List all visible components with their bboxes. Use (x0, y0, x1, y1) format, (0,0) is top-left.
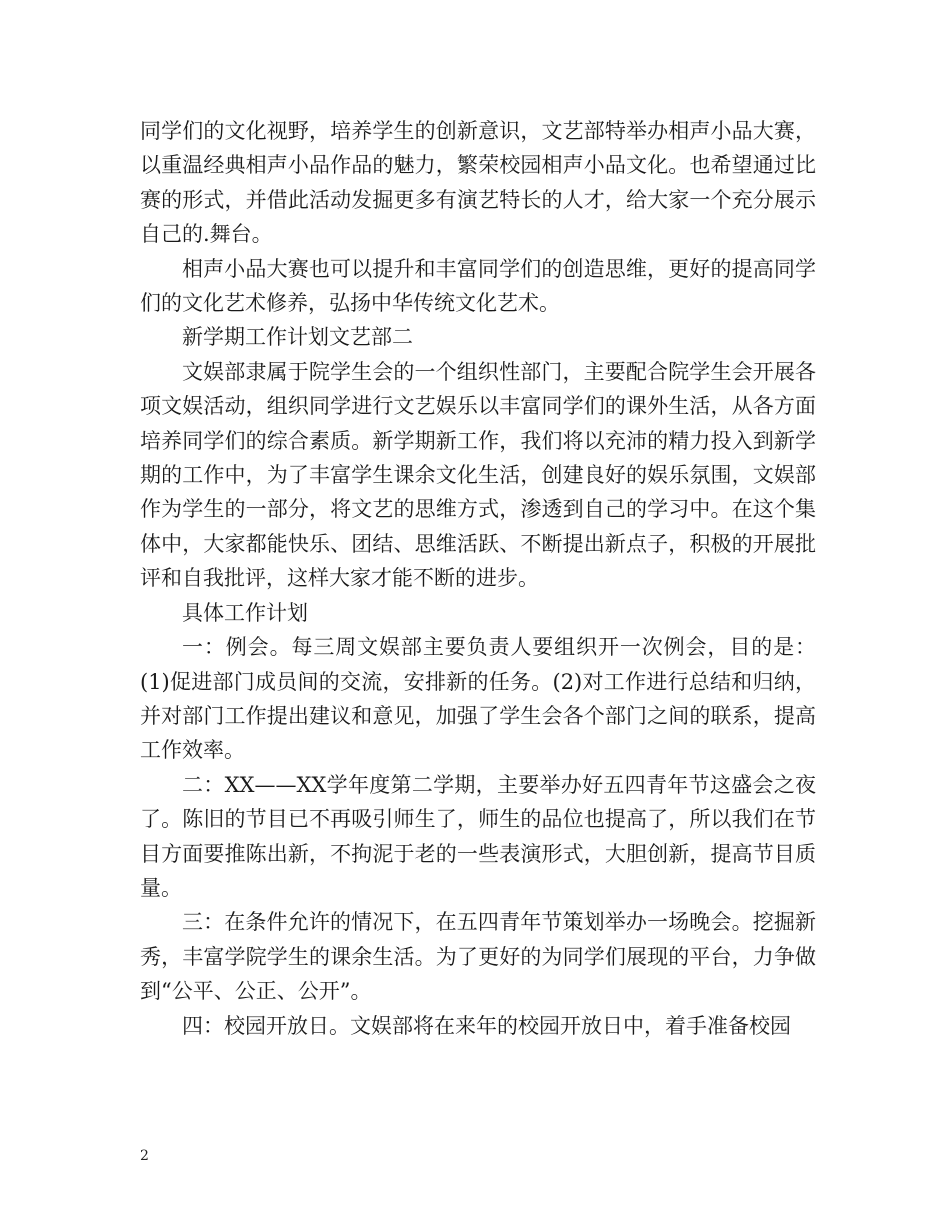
paragraph-item-4: 四：校园开放日。文娱部将在来年的校园开放日中，着手准备校园 (182, 1013, 791, 1038)
document-body (140, 114, 816, 1043)
paragraph-1: 同学们的文化视野，培养学生的创新意识，文艺部特举办相声小品大赛，以重温经典相声小品作品的魅力，繁荣校园相声小品文化。也希望通过比赛的形式，并借此活动发掘更多有演艺特长的人才，给大家一个充分展示自己的.舞台。 (140, 119, 816, 247)
section-heading-work-plan: 具体工作计划 (182, 600, 308, 625)
section-heading-plan-2: 新学期工作计划文艺部二 (182, 325, 413, 350)
paragraph-3: 文娱部隶属于院学生会的一个组织性部门，主要配合院学生会开展各项文娱活动，组织同学进行文艺娱乐以丰富同学们的课外生活，从各方面培养同学们的综合素质。新学期新工作，我们将以充沛的精力投入到新学期的工作中，为了丰富学生课余文化生活，创建良好的娱乐氛围，文娱部作为学生的一部分，将文艺的思维方式，渗透到自己的学习中。在这个集体中，大家都能快乐、团结、思维活跃、不断提出新点子，积极的开展批评和自我批评，这样大家才能不断的进步。 (140, 359, 816, 591)
paragraph-2: 相声小品大赛也可以提升和丰富同学们的创造思维，更好的提高同学们的文化艺术修养，弘扬中华传统文化艺术。 (140, 256, 816, 316)
paragraph-item-3: 三：在条件允许的情况下，在五四青年节策划举办一场晚会。挖掘新秀，丰富学院学生的课余生活。为了更好的为同学们展现的平台，力争做到“公平、公正、公开”。 (140, 910, 816, 1004)
paragraph-item-2: 二：XX——XX学年度第二学期，主要举办好五四青年节这盛会之夜了。陈旧的节目已不再吸引师生了，师生的品位也提高了，所以我们在节目方面要推陈出新，不拘泥于老的一些表演形式，大胆创新，提高节目质量。 (140, 772, 816, 900)
paragraph-item-1: 一：例会。每三周文娱部主要负责人要组织开一次例会，目的是：(1)促进部门成员间的交流，安排新的任务。(2)对工作进行总结和归纳，并对部门工作提出建议和意见，加强了学生会各个部门之间的联系，提高工作效率。 (140, 635, 816, 763)
page-number: 2 (140, 1148, 149, 1164)
